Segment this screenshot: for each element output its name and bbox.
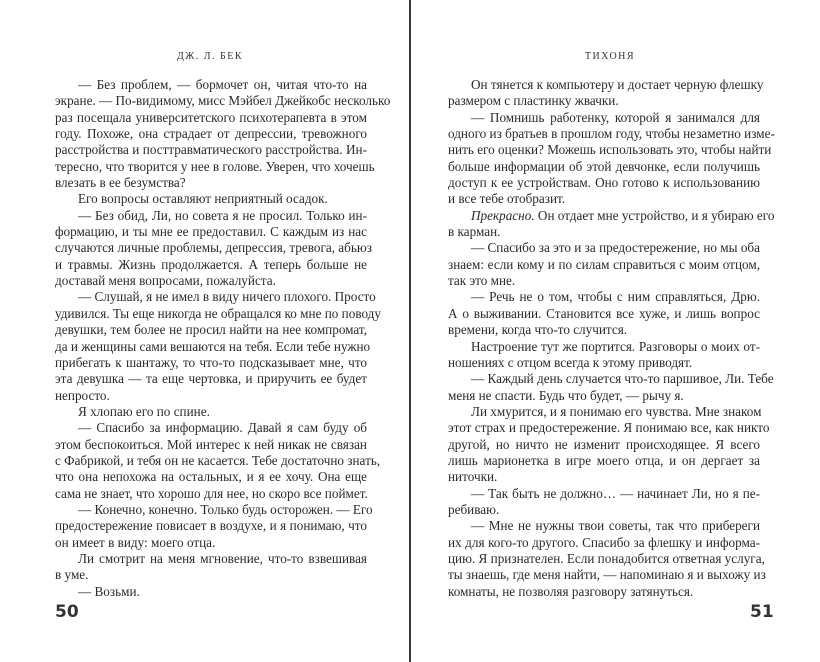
page-number-left: 50 — [55, 602, 79, 622]
text-line — [448, 126, 775, 142]
line-text: — Каждый день случается что-то паршивое, Ли. Тебе — [471, 371, 774, 387]
line-text: больше информации об этой девчонке, если получишь — [448, 158, 760, 174]
text-line — [448, 77, 764, 93]
paragraph — [448, 518, 766, 600]
line-text: — Без обид, Ли, но совета я не просил. Только ин- — [78, 207, 367, 223]
text-line — [448, 502, 760, 518]
line-text: нить его оценки? Можешь использовать это, чтобы найти — [448, 142, 772, 158]
text-line — [55, 338, 371, 355]
line-text: другой, но ничто не изменит происходящее. Я всего — [448, 436, 760, 452]
text-line — [448, 93, 760, 109]
text-line — [55, 126, 367, 142]
text-line — [448, 420, 770, 436]
text-line — [55, 257, 367, 273]
line-text: — Речь не о том, чтобы с ним справляться, Дрю. — [471, 289, 760, 305]
paragraph — [55, 77, 391, 191]
line-text: — Спасибо за информацию. Давай я сам буду об — [78, 420, 367, 436]
text-line — [448, 388, 760, 404]
line-text: этот страх и предостережение. Я понимаю все, как никто — [448, 420, 770, 436]
paragraph — [448, 240, 760, 289]
text-line — [55, 486, 367, 502]
paragraph — [55, 551, 367, 584]
line-text: Я хлопаю его по спине. — [78, 403, 210, 419]
text-line — [448, 469, 760, 485]
paragraph — [448, 207, 775, 241]
text-line — [55, 93, 391, 109]
text-line — [448, 273, 760, 289]
text-line — [55, 110, 367, 126]
text-line — [55, 404, 367, 420]
text-line — [448, 567, 766, 583]
text-line — [55, 77, 367, 93]
line-text: — Помнишь работенку, которой я занимался для — [471, 109, 760, 125]
line-text: — Спасибо за это и за предостережение, но мы оба — [471, 240, 760, 256]
line-text: Он тянется к компьютеру и достает черную флешку — [471, 77, 764, 92]
line-text: эта девушка — та еще чертовка, и приручить ее будет — [55, 371, 367, 387]
line-text: и травмы. Жизнь продолжается. А теперь больше не — [55, 256, 367, 272]
paragraph — [448, 77, 764, 110]
paragraph — [448, 486, 760, 519]
text-line — [55, 551, 367, 567]
paragraph — [55, 501, 373, 551]
line-text: девушки, тем более не просил найти на нее компромат, — [55, 322, 367, 338]
text-line — [448, 240, 760, 256]
text-line — [448, 437, 760, 453]
text-line — [448, 257, 760, 273]
line-text: и все тебе отобразит. — [448, 191, 566, 207]
text-line — [448, 110, 760, 126]
text-line — [448, 584, 760, 600]
paragraph — [55, 420, 381, 502]
text-line — [55, 371, 367, 387]
text-line — [55, 305, 381, 322]
line-text: — Без проблем, — бормочет он, читая что-то на — [78, 77, 367, 92]
line-text: расстройства и посттравматического расстройства. Ин- — [55, 142, 367, 158]
text-line — [55, 322, 367, 338]
text-line — [55, 191, 367, 207]
text-line — [55, 518, 367, 534]
text-line — [55, 289, 376, 305]
text-line — [448, 175, 760, 191]
paragraph — [55, 191, 367, 207]
paragraph — [55, 289, 381, 403]
paragraph — [448, 289, 760, 338]
line-text: одного из братьев в прошлом году, чтобы незаметно изме- — [448, 126, 775, 142]
line-text: он имеет в виду: моего отца. — [55, 534, 216, 550]
line-text: так это мне. — [448, 273, 516, 289]
paragraph — [448, 109, 775, 208]
line-text: — Слушай, я не имел в виду ничего плохого. Просто — [78, 289, 376, 305]
line-text: формацию, и ты мне ее предоставил. С каждым из нас — [55, 224, 367, 240]
text-line — [55, 535, 367, 551]
text-line — [448, 159, 760, 175]
line-text: лишь марионетка в игре моего отца, и он дергает за — [448, 452, 760, 468]
line-text: — Конечно, конечно. Только будь осторожен. — Его — [78, 501, 373, 517]
line-text: удивился. Ты еще никогда не обращался ко мне по поводу — [55, 305, 381, 321]
line-text: да и женщины сами вешаются на тебя. Если тебе нужно — [55, 338, 371, 354]
text-line — [55, 224, 367, 240]
text-line — [55, 355, 367, 371]
running-head-title: ТИХОНЯ — [584, 51, 636, 62]
text-line — [55, 452, 381, 469]
line-text: этом беспокоиться. Мой интерес к ней никак не связан — [55, 436, 367, 452]
line-text: предостережение повисает в воздухе, и я понимаю, что — [55, 518, 367, 534]
text-line — [55, 567, 367, 583]
line-text: цию. Я признателен. Если понадобится ответная услуга, — [448, 550, 765, 566]
book-spine-divider — [409, 0, 411, 662]
text-line — [448, 355, 760, 371]
line-text: меня не спасти. Будь что будет, — рычу я. — [448, 387, 684, 403]
running-head-author: ДЖ. Л. БЕК — [176, 51, 244, 62]
line-text: влезать в ее безумства? — [55, 175, 186, 191]
line-text: с Фабрикой, и тебя он не касается. Тебе достаточно знать, — [55, 452, 381, 468]
line-text: ты знаешь, где меня найти, — напоминаю я и выхожу из — [448, 567, 766, 583]
paragraph — [448, 403, 770, 486]
paragraph — [448, 339, 760, 372]
line-text: размером с пластинку жвачки. — [448, 93, 619, 109]
text-line — [55, 420, 367, 436]
line-text: ребиваю. — [448, 501, 500, 517]
text-line — [448, 339, 760, 355]
text-line — [55, 388, 367, 404]
line-text: экране. — По-видимому, мисс Мэйбел Джейкобс несколько — [55, 93, 391, 109]
line-text: году. Похоже, она страдает от депрессии, тревожного — [55, 126, 367, 142]
text-line — [448, 404, 760, 420]
text-line — [448, 518, 760, 534]
text-line — [55, 469, 367, 485]
line-text: — Так быть не должно… — начинает Ли, но я пе- — [471, 485, 760, 501]
line-text: ношениях с отцом всегда к этому приводят. — [448, 354, 693, 370]
line-text: Настроение тут же портится. Разговоры о моих от- — [471, 338, 760, 354]
line-text: их для кого-то другого. Спасибо за флешку и информа- — [448, 534, 760, 550]
text-line — [55, 437, 367, 453]
line-text: доставай меня вопросами, пожалуйста. — [55, 273, 276, 289]
paragraph — [55, 404, 367, 420]
text-line — [55, 273, 367, 289]
line-text: что она непохожа на остальных, и я ее хочу. Она еще — [55, 469, 367, 485]
text-line — [448, 207, 775, 224]
text-line — [448, 322, 760, 338]
page-number-right: 51 — [750, 602, 774, 622]
line-text: ниточки. — [448, 469, 498, 485]
left-page-text — [55, 77, 391, 600]
line-text: непросто. — [55, 387, 110, 403]
line-text: в уме. — [55, 567, 89, 583]
line-text: времени, когда что-то случится. — [448, 322, 628, 338]
italic-word: Прекрасно. — [471, 207, 535, 223]
text-line — [55, 240, 372, 256]
text-line — [448, 191, 760, 207]
text-line — [55, 584, 367, 600]
text-line — [55, 158, 375, 175]
line-text: Он отдает мне устройство, и я убираю его — [534, 207, 775, 223]
text-line — [448, 289, 760, 305]
line-text: Его вопросы оставляют неприятный осадок. — [78, 191, 328, 207]
text-line — [55, 208, 367, 224]
line-text: раз посещала университетского психотерапевта в этом — [55, 109, 367, 125]
text-line — [448, 453, 760, 469]
line-text: в карман. — [448, 224, 501, 240]
text-line — [55, 501, 373, 518]
line-text: знаем: если кому и по силам справиться с моим отцом, — [448, 256, 760, 272]
text-line — [448, 535, 760, 551]
line-text: — Возьми. — [78, 583, 140, 599]
line-text: прибегать к шантажу, то что-то подсказывает мне, что — [55, 354, 367, 370]
text-line — [55, 142, 367, 158]
text-line — [448, 486, 760, 502]
text-line — [55, 175, 367, 191]
line-text: случаются личные проблемы, депрессия, тревога, абьюз — [55, 240, 372, 256]
text-line — [448, 550, 765, 567]
line-text: А о выживании. Становится все хуже, и лишь вопрос — [448, 305, 760, 321]
paragraph — [448, 371, 774, 404]
right-page-text — [448, 77, 775, 600]
text-line — [448, 306, 760, 322]
paragraph — [55, 207, 372, 290]
line-text: Ли хмурится, и я понимаю его чувства. Мне знаком — [471, 403, 762, 419]
text-line — [448, 224, 760, 240]
line-text: тересно, что творится у нее в голове. Уверен, что хочешь — [55, 158, 375, 174]
line-text: Ли смотрит на меня мгновение, что-то взвешивая — [78, 550, 367, 566]
line-text: доступ к ее устройствам. Оно готово к использованию — [448, 175, 760, 191]
text-line — [448, 371, 774, 387]
line-text: сама не знает, что хорошо для нее, но скоро все поймет. — [55, 485, 368, 501]
line-text: — Мне не нужны твои советы, так что прибереги — [471, 518, 760, 534]
paragraph — [55, 584, 367, 600]
text-line — [448, 142, 772, 158]
line-text: комнаты, не позволяя разговору затянуться. — [448, 583, 694, 599]
